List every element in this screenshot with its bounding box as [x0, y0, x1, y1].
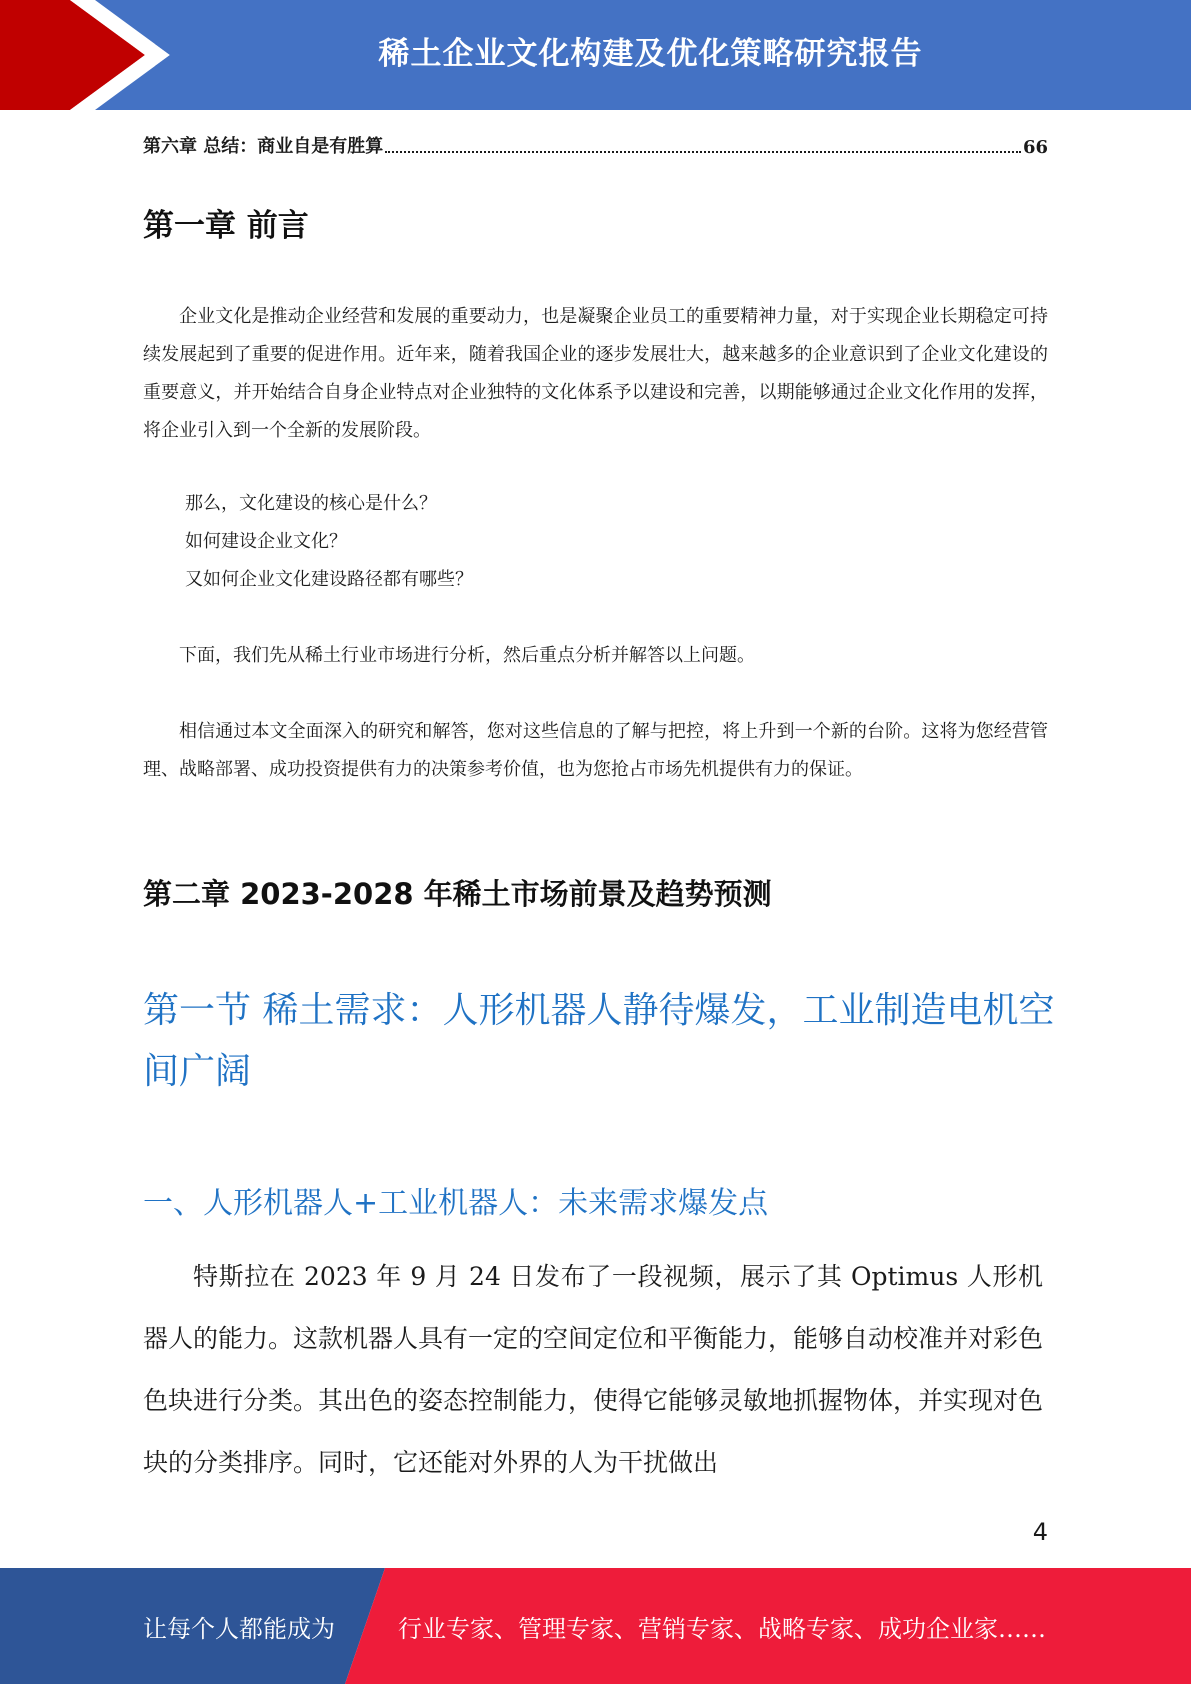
conclusion-paragraph: 相信通过本文全面深入的研究和解答，您对这些信息的了解与把控，将上升到一个新的台阶。这将为您经营管理、战略部署、成功投资提供有力的决策参考价值，也为您抢占市场先机提供有力的保证。	[143, 721, 1048, 780]
question-1: 那么，文化建设的核心是什么？	[185, 493, 437, 514]
chapter-2-title: 第二章 2023-2028 年稀土市场前景及趋势预测	[143, 877, 772, 911]
toc-entry[interactable]	[143, 130, 1048, 158]
page-number: 4	[1032, 1518, 1048, 1546]
header-title: 稀土企业文化构建及优化策略研究报告	[378, 35, 923, 72]
analysis-paragraph: 下面，我们先从稀土行业市场进行分析，然后重点分析并解答以上问题。	[179, 645, 755, 666]
question-2: 如何建设企业文化？	[185, 531, 347, 552]
footer-slogan-left: 让每个人都能成为	[143, 1614, 335, 1643]
body-paragraph: 特斯拉在 2023 年 9 月 24 日发布了一段视频，展示了其 Optimus 人形机器人的能力。这款机器人具有一定的空间定位和平衡能力，能够自动校准并对彩色色块进行分类。其出色的姿态控制能力，使得它能够灵敏地抓握物体，并实现对色块的分类排序。同时，它还能对外界的人为干扰做出	[143, 1262, 1044, 1477]
footer-slogan-right: 行业专家、管理专家、营销专家、战略专家、成功企业家……	[398, 1614, 1046, 1643]
intro-paragraph: 企业文化是推动企业经营和发展的重要动力，也是凝聚企业员工的重要精神力量，对于实现企业长期稳定可持续发展起到了重要的促进作用。近年来，随着我国企业的逐步发展壮大，越来越多的企业意识到了企业文化建设的重要意义，并开始结合自身企业特点对企业独特的文化体系予以建设和完善，以期能够通过企业文化作用的发挥，将企业引入到一个全新的发展阶段。	[143, 306, 1048, 441]
section-title: 第一节 稀土需求：人形机器人静待爆发，工业制造电机空间广阔	[143, 990, 1055, 1092]
footer-banner	[0, 1568, 1191, 1684]
toc-entry-label: 第六章 总结：商业自是有胜算	[143, 136, 384, 157]
toc-entry-page: 66	[1022, 137, 1048, 158]
toc-leader-dots	[385, 151, 1021, 153]
chapter-1-title: 第一章 前言	[143, 208, 309, 244]
subsection-title: 一、人形机器人+工业机器人：未来需求爆发点	[143, 1186, 769, 1221]
header-banner	[0, 0, 1191, 110]
question-3: 又如何企业文化建设路径都有哪些？	[185, 569, 473, 590]
